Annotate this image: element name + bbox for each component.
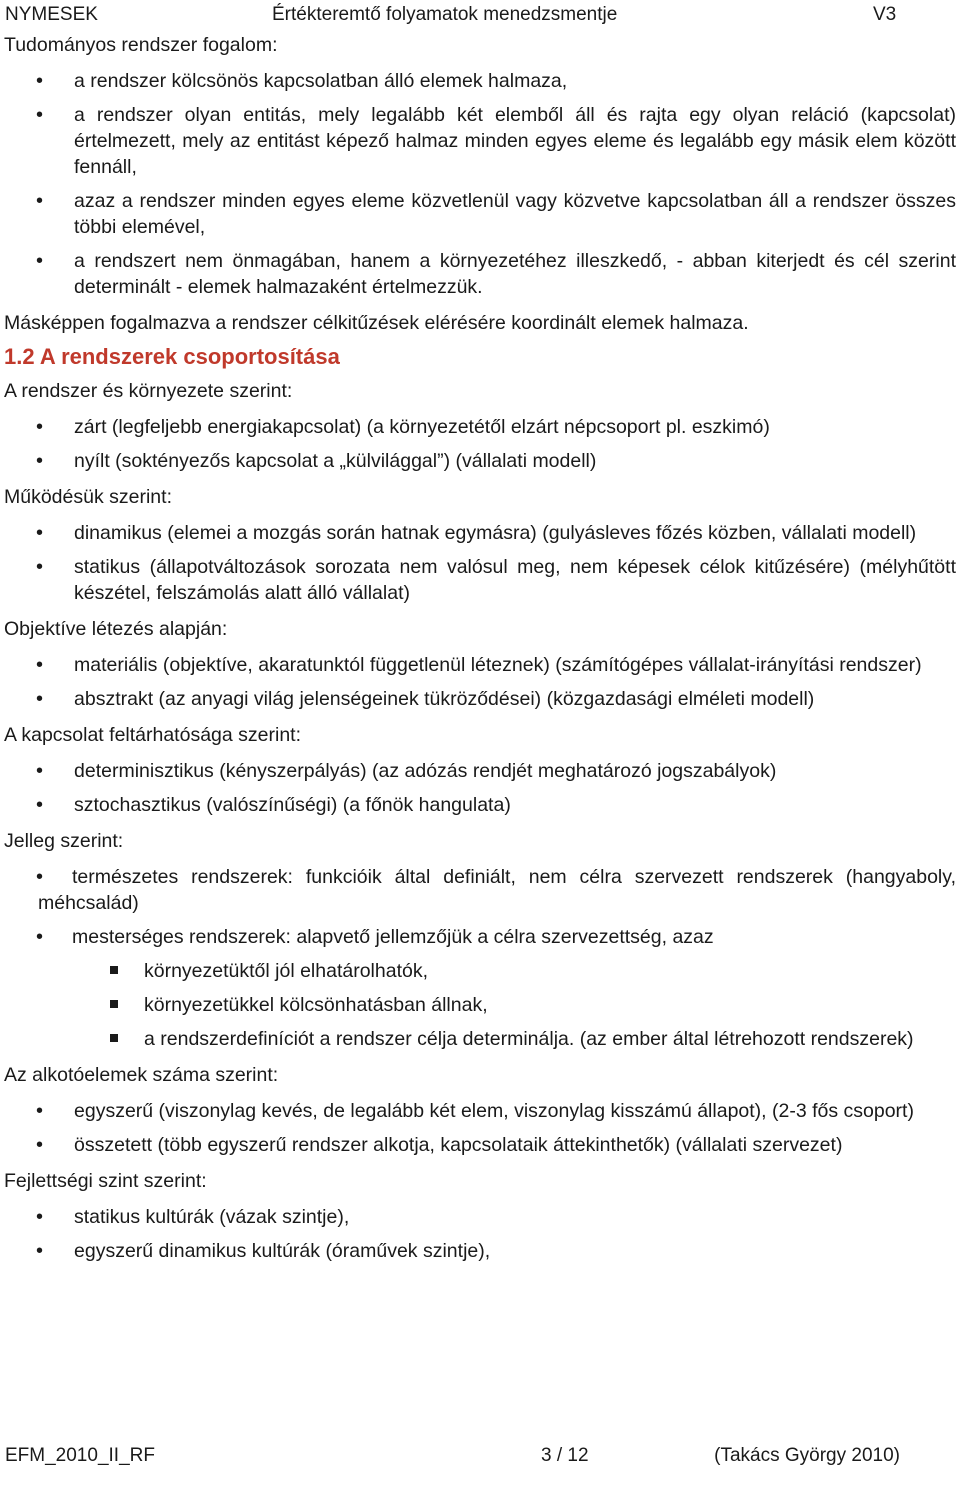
document-body	[0, 30, 960, 1272]
list-item: • materiális (objektíve, akaratunktól függetlenül léteznek) (számítógépes vállalat-irányítási rendszer)	[0, 652, 960, 678]
development-list	[0, 1204, 960, 1264]
list-item: • statikus kultúrák (vázak szintje),	[0, 1204, 960, 1230]
list-item: • a rendszer kölcsönös kapcsolatban álló elemek halmaza,	[0, 68, 960, 94]
intro-list	[0, 68, 960, 300]
list-item: • nyílt (soktényezős kapcsolat a „külvilággal”) (vállalati modell)	[0, 448, 960, 474]
list-item: • természetes rendszerek: funkcióik által definiált, nem célra szervezett rendszerek (hangyaboly, méhcsalád)	[0, 864, 960, 916]
character-sublist	[0, 958, 960, 1052]
sub-list-item: a rendszerdefiníciót a rendszer célja determinálja. (az ember által létrehozott rendszerek)	[0, 1026, 960, 1052]
header-version: V3	[873, 4, 897, 25]
footer-author: (Takács György 2010)	[714, 1445, 900, 1466]
page-header	[0, 0, 960, 30]
intro-summary: Másképpen fogalmazva a rendszer célkitűzések elérésére koordinált elemek halmaza.	[4, 312, 749, 334]
list-item: • absztrakt (az anyagi világ jelenségeinek tükröződései) (közgazdasági elméleti modell)	[0, 686, 960, 712]
list-item: • a rendszer olyan entitás, mely legalább két elemből áll és rajta egy olyan reláció (kapcsolat) értelmezett, mely az entitást képező halmaz minden egyes eleme és legalább egy másik elem között fennáll,	[0, 102, 960, 180]
list-item: • dinamikus (elemei a mozgás során hatnak egymásra) (gulyásleves főzés közben, vállalati modell)	[0, 520, 960, 546]
list-item: • sztochasztikus (valószínűségi) (a főnök hangulata)	[0, 792, 960, 818]
list-item: • mesterséges rendszerek: alapvető jellemzőjük a célra szervezettség, azaz	[0, 924, 960, 950]
character-list	[0, 864, 960, 950]
list-item: • determinisztikus (kényszerpályás) (az adózás rendjét meghatározó jogszabályok)	[0, 758, 960, 784]
intro-heading: Tudományos rendszer fogalom:	[4, 34, 278, 56]
group-heading-character: Jelleg szerint:	[4, 830, 124, 852]
list-item: • összetett (több egyszerű rendszer alkotja, kapcsolataik áttekinthetők) (vállalati szervezet)	[0, 1132, 960, 1158]
elements-list	[0, 1098, 960, 1158]
group-heading-connection: A kapcsolat feltárhatósága szerint:	[4, 724, 302, 746]
sub-list-item: környezetükkel kölcsönhatásban állnak,	[0, 992, 960, 1018]
header-institution: NYMESEK	[5, 4, 98, 25]
existence-list	[0, 652, 960, 712]
header-course-title: Értékteremtő folyamatok menedzsmentje	[272, 4, 618, 25]
list-item: • egyszerű dinamikus kultúrák (óraművek szintje),	[0, 1238, 960, 1264]
connection-list	[0, 758, 960, 818]
footer-page-number: 3 / 12	[541, 1445, 589, 1466]
operation-list	[0, 520, 960, 606]
group-heading-elements: Az alkotóelemek száma szerint:	[4, 1064, 279, 1086]
group-heading-env: A rendszer és környezete szerint:	[4, 380, 293, 402]
group-heading-development: Fejlettségi szint szerint:	[4, 1170, 207, 1192]
list-item: • azaz a rendszer minden egyes eleme közvetlenül vagy közvetve kapcsolatban áll a rendszer összes többi elemével,	[0, 188, 960, 240]
list-item: • egyszerű (viszonylag kevés, de legalább két elem, viszonylag kisszámú állapot), (2-3 fős csoport)	[0, 1098, 960, 1124]
sub-list-item: környezetüktől jól elhatárolhatók,	[0, 958, 960, 984]
list-item: • statikus (állapotváltozások sorozata nem valósul meg, nem képesek célok kitűzésére) (mélyhűtött készétel, felszámolás alatt álló vállalat)	[0, 554, 960, 606]
section-title: 1.2 A rendszerek csoportosítása	[4, 344, 340, 369]
footer-document-code: EFM_2010_II_RF	[5, 1445, 155, 1466]
list-item: • zárt (legfeljebb energiakapcsolat) (a környezetétől elzárt népcsoport pl. eszkimó)	[0, 414, 960, 440]
list-item: • a rendszert nem önmagában, hanem a környezetéhez illeszkedő, - abban kiterjedt és cél szerint determinált - elemek halmazaként értelmezzük.	[0, 248, 960, 300]
group-heading-operation: Működésük szerint:	[4, 486, 172, 508]
env-list	[0, 414, 960, 474]
group-heading-existence: Objektíve létezés alapján:	[4, 618, 228, 640]
